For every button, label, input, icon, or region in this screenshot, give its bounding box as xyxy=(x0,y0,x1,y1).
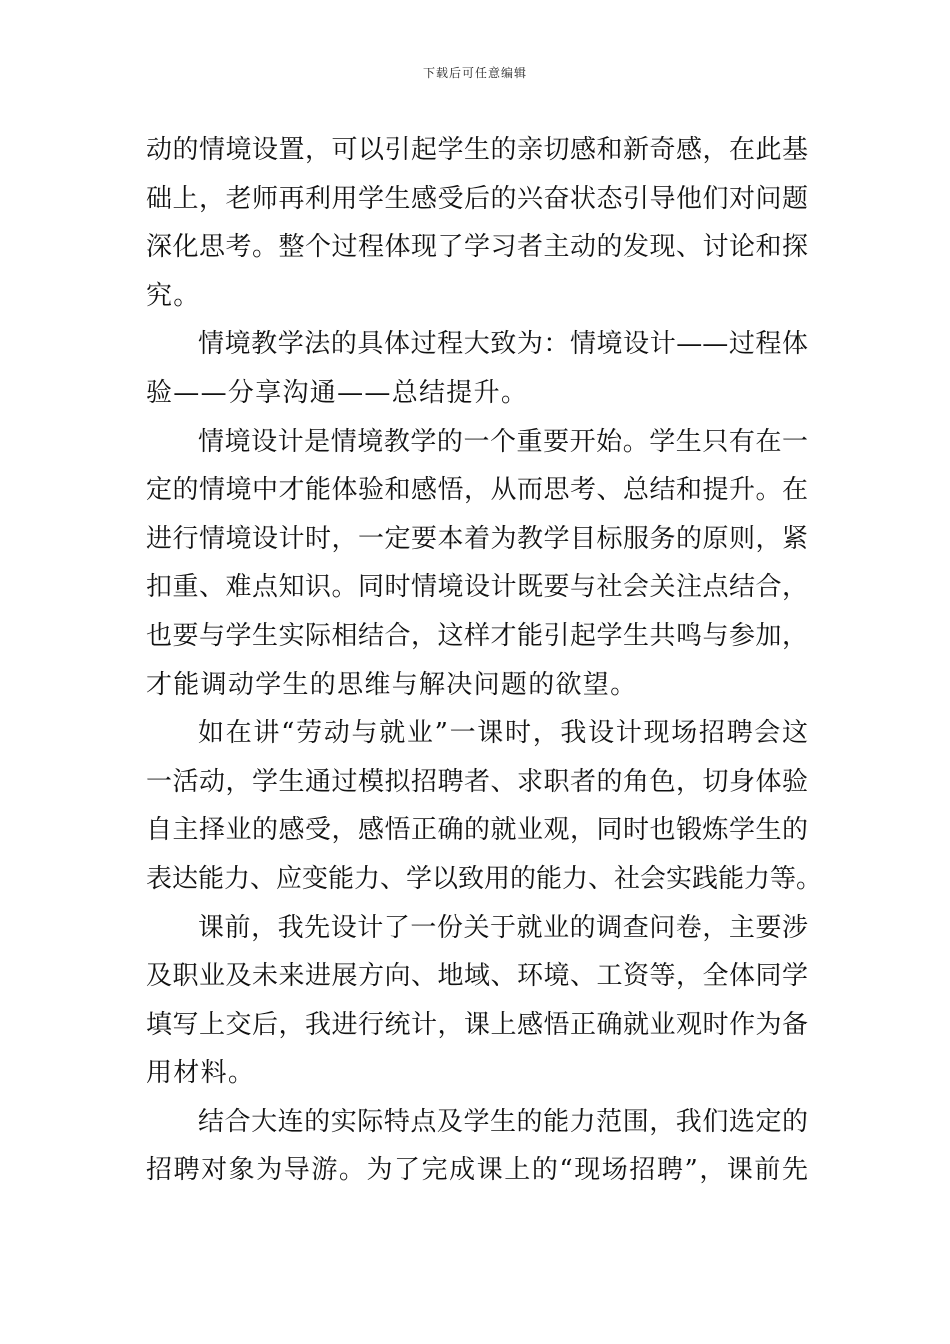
text-line: 动的情境设置，可以引起学生的亲切感和新奇感，在此基 xyxy=(146,135,808,165)
text-line: 如在讲“劳动与就业”一课时，我设计现场招聘会这 xyxy=(198,718,808,749)
body-text xyxy=(146,126,823,1195)
text-line: 自主择业的感受，感悟正确的就业观，同时也锻炼学生的 xyxy=(146,815,808,846)
text-line: 表达能力、应变能力、学以致用的能力、社会实践能力等。 xyxy=(146,863,823,894)
text-line: 扣重、难点知识。同时情境设计既要与社会关注点结合， xyxy=(146,572,808,603)
text-line: 也要与学生实际相结合，这样才能引起学生共鸣与参加， xyxy=(146,620,808,651)
text-line: 课前，我先设计了一份关于就业的调查问卷，主要涉 xyxy=(198,912,808,943)
text-line: 础上，老师再利用学生感受后的兴奋状态引导他们对问题 xyxy=(146,183,808,214)
text-line: 用材料。 xyxy=(146,1058,256,1089)
text-line: 情境设计是情境教学的一个重要开始。学生只有在一 xyxy=(198,426,808,457)
text-line: 究。 xyxy=(146,280,201,311)
header-note: 下载后可任意编辑 xyxy=(422,66,527,80)
text-line: 一活动，学生通过模拟招聘者、求职者的角色，切身体验 xyxy=(146,766,808,797)
text-line: 才能调动学生的思维与解决问题的欲望。 xyxy=(146,669,638,700)
text-line: 及职业及未来进展方向、地域、环境、工资等，全体同学 xyxy=(146,961,808,992)
text-line: 深化思考。整个过程体现了学习者主动的发现、讨论和探 xyxy=(146,232,808,263)
text-line: 填写上交后，我进行统计，课上感悟正确就业观时作为备 xyxy=(146,1009,808,1040)
text-line: 情境教学法的具体过程大致为：情境设计——过程体 xyxy=(198,329,808,360)
text-line: 验——分享沟通——总结提升。 xyxy=(146,377,529,408)
text-line: 进行情境设计时，一定要本着为教学目标服务的原则，紧 xyxy=(146,523,808,554)
text-line: 结合大连的实际特点及学生的能力范围，我们选定的 xyxy=(198,1106,808,1137)
text-line: 招聘对象为导游。为了完成课上的“现场招聘”，课前先 xyxy=(146,1155,808,1186)
text-line: 定的情境中才能体验和感悟，从而思考、总结和提升。在 xyxy=(146,475,808,506)
